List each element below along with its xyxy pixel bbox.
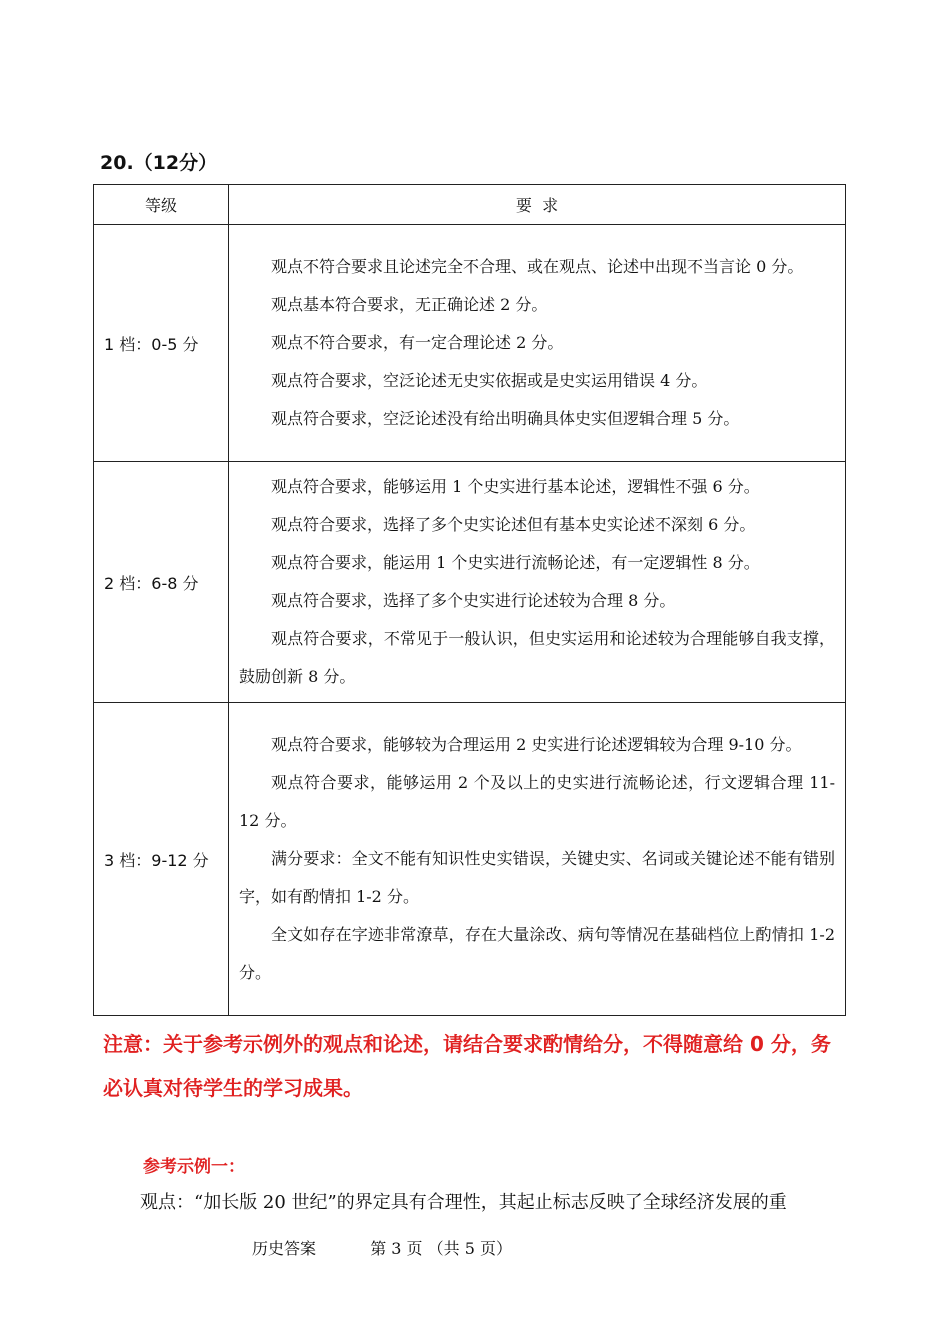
question-title: 20.（12分） — [100, 152, 218, 174]
example-title: 参考示例一： — [143, 1157, 245, 1177]
table-row — [94, 703, 846, 1016]
footer-subject: 历史答案 — [252, 1239, 317, 1258]
requirement-item: 观点符合要求，选择了多个史实论述但有基本史实论述不深刻 6 分。 — [271, 515, 756, 534]
requirement-item: 观点符合要求，空泛论述没有给出明确具体史实但逻辑合理 5 分。 — [271, 409, 740, 428]
level-cell: 1 档：0-5 分 — [94, 225, 229, 462]
table-row — [94, 225, 846, 462]
example-text: 观点：“加长版 20 世纪”的界定具有合理性，其起止标志反映了全球经济发展的重 — [140, 1192, 787, 1213]
grading-table — [93, 184, 846, 1016]
requirement-item: 观点符合要求，选择了多个史实进行论述较为合理 8 分。 — [271, 591, 676, 610]
requirement-item: 观点符合要求，能运用 1 个史实进行流畅论述，有一定逻辑性 8 分。 — [271, 553, 760, 572]
requirement-item: 观点不符合要求且论述完全不合理、或在观点、论述中出现不当言论 0 分。 — [271, 257, 804, 276]
grading-note: 注意：关于参考示例外的观点和论述，请结合要求酌情给分，不得随意给 0 分，务必认真对待学生的学习成果。 — [103, 1032, 831, 1100]
level-cell: 3 档：9-12 分 — [94, 703, 229, 1016]
requirement-item: 观点符合要求，能够运用 1 个史实进行基本论述，逻辑性不强 6 分。 — [271, 477, 760, 496]
requirement-cell — [229, 225, 846, 462]
requirement-cell — [229, 703, 846, 1016]
page-footer — [252, 1236, 512, 1259]
requirement-item: 观点符合要求，能够运用 2 个及以上的史实进行流畅论述，行文逻辑合理 11-12 分。 — [239, 773, 835, 830]
requirement-item: 观点基本符合要求，无正确论述 2 分。 — [271, 295, 548, 314]
requirement-item: 观点符合要求，不常见于一般认识，但史实运用和论述较为合理能够自我支撑，鼓励创新 8 分。 — [239, 629, 835, 686]
requirement-cell — [229, 462, 846, 703]
table-header-row — [94, 185, 846, 225]
footer-page-number: 第 3 页 （共 5 页） — [370, 1239, 512, 1258]
requirement-item: 观点符合要求，空泛论述无史实依据或是史实运用错误 4 分。 — [271, 371, 708, 390]
requirement-item: 观点符合要求，能够较为合理运用 2 史实进行论述逻辑较为合理 9-10 分。 — [271, 735, 802, 754]
header-level: 等级 — [94, 185, 229, 225]
requirement-item: 全文如存在字迹非常潦草，存在大量涂改、病句等情况在基础档位上酌情扣 1-2 分。 — [239, 925, 835, 982]
requirement-item: 满分要求：全文不能有知识性史实错误，关键史实、名词或关键论述不能有错别字，如有酌情扣 1-2 分。 — [239, 849, 835, 906]
table-row — [94, 462, 846, 703]
requirement-item: 观点不符合要求，有一定合理论述 2 分。 — [271, 333, 564, 352]
level-cell: 2 档：6-8 分 — [94, 462, 229, 703]
header-requirement: 要 求 — [229, 185, 846, 225]
